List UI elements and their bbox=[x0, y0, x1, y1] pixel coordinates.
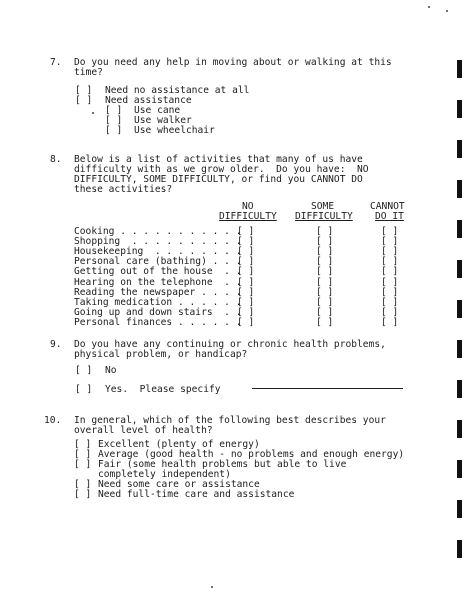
q10-text-line2: overall level of health? bbox=[74, 425, 213, 436]
margin-mark bbox=[457, 500, 462, 518]
cannot-do-checkbox[interactable]: [ ] bbox=[381, 266, 399, 278]
q10-opt2-label: Average (good health - no problems and enough energy) bbox=[98, 449, 405, 460]
q8-col3-header-bottom: DO IT bbox=[375, 211, 404, 222]
cannot-do-checkbox[interactable]: [ ] bbox=[381, 276, 399, 288]
no-difficulty-checkbox[interactable]: [ ] bbox=[237, 316, 255, 328]
some-difficulty-checkbox[interactable]: [ ] bbox=[316, 306, 334, 318]
q10-opt1-label: Excellent (plenty of energy) bbox=[98, 439, 260, 450]
no-difficulty-checkbox[interactable]: [ ] bbox=[237, 296, 255, 308]
margin-mark bbox=[457, 540, 462, 558]
q9-text-line1: Do you have any continuing or chronic health problems, bbox=[74, 339, 386, 350]
margin-mark bbox=[457, 100, 462, 118]
q9-number: 9. bbox=[50, 339, 62, 350]
q7-sub3-label: Use wheelchair bbox=[134, 125, 215, 136]
q8-col3-header-top: CANNOT bbox=[370, 201, 405, 212]
q10-opt4-checkbox[interactable]: [ ] bbox=[74, 479, 92, 490]
q7-opt2-checkbox[interactable]: [ ] bbox=[75, 95, 93, 106]
some-difficulty-checkbox[interactable]: [ ] bbox=[316, 296, 334, 308]
some-difficulty-checkbox[interactable]: [ ] bbox=[316, 286, 334, 298]
q10-opt2-checkbox[interactable]: [ ] bbox=[74, 449, 92, 460]
activity-label: Housekeeping . . . . . . . . bbox=[74, 246, 242, 258]
q10-opt3-checkbox[interactable]: [ ] bbox=[74, 459, 92, 470]
activity-label: Taking medication . . . . . . bbox=[74, 296, 242, 308]
no-difficulty-checkbox[interactable]: [ ] bbox=[237, 226, 255, 237]
margin-mark bbox=[457, 140, 462, 158]
scan-speck bbox=[428, 6, 430, 8]
q8-text-line4: these activities? bbox=[74, 184, 173, 195]
q7-sub2-label: Use walker bbox=[134, 115, 192, 126]
q10-text-line1: In general, which of the following best describes your bbox=[74, 415, 386, 426]
margin-mark bbox=[457, 420, 462, 438]
q9-yes-label: Yes. Please specify bbox=[105, 384, 221, 395]
q9-no-checkbox[interactable]: [ ] bbox=[75, 365, 93, 376]
q10-opt5-checkbox[interactable]: [ ] bbox=[74, 489, 92, 500]
cannot-do-checkbox[interactable]: [ ] bbox=[381, 286, 399, 298]
no-difficulty-checkbox[interactable]: [ ] bbox=[237, 306, 255, 318]
no-difficulty-checkbox[interactable]: [ ] bbox=[237, 236, 255, 248]
margin-mark bbox=[457, 180, 462, 198]
margin-mark bbox=[457, 220, 462, 238]
q8-text-line2: difficulty with as we grow older. Do you have: NO bbox=[74, 164, 369, 175]
q9-yes-checkbox[interactable]: [ ] bbox=[75, 384, 93, 395]
margin-mark bbox=[457, 60, 462, 78]
cannot-do-checkbox[interactable]: [ ] bbox=[381, 236, 399, 248]
q8-text-line3: DIFFICULTY, SOME DIFFICULTY, or find you CANNOT DO bbox=[74, 174, 363, 185]
q10-opt1-checkbox[interactable]: [ ] bbox=[74, 439, 92, 450]
no-difficulty-checkbox[interactable]: [ ] bbox=[237, 256, 255, 268]
scan-speck bbox=[92, 112, 94, 114]
some-difficulty-checkbox[interactable]: [ ] bbox=[316, 226, 334, 237]
q8-text-line1: Below is a list of activities that many of us have bbox=[74, 154, 363, 165]
q8-number: 8. bbox=[50, 154, 62, 165]
scan-speck bbox=[211, 586, 213, 588]
q7-sub3-checkbox[interactable]: [ ] bbox=[105, 125, 123, 136]
some-difficulty-checkbox[interactable]: [ ] bbox=[316, 236, 334, 248]
some-difficulty-checkbox[interactable]: [ ] bbox=[316, 256, 334, 268]
no-difficulty-checkbox[interactable]: [ ] bbox=[237, 246, 255, 258]
cannot-do-checkbox[interactable]: [ ] bbox=[381, 256, 399, 268]
q8-col2-header-bottom: DIFFICULTY bbox=[295, 211, 353, 222]
q7-sub2-checkbox[interactable]: [ ] bbox=[105, 115, 123, 126]
activity-label: Personal finances . . . . . . bbox=[74, 316, 242, 328]
cannot-do-checkbox[interactable]: [ ] bbox=[381, 316, 399, 328]
q10-opt4-label: Need some care or assistance bbox=[98, 479, 260, 490]
q9-specify-line[interactable] bbox=[252, 388, 403, 389]
q8-col1-header-top: NO bbox=[242, 201, 254, 212]
q7-opt1-checkbox[interactable]: [ ] bbox=[75, 85, 93, 96]
q10-opt3-label: Fair (some health problems but able to live bbox=[98, 459, 347, 470]
q8-col2-header-top: SOME bbox=[311, 201, 335, 212]
cannot-do-checkbox[interactable]: [ ] bbox=[381, 296, 399, 308]
q7-text-line2: time? bbox=[74, 67, 103, 78]
no-difficulty-checkbox[interactable]: [ ] bbox=[237, 276, 255, 288]
some-difficulty-checkbox[interactable]: [ ] bbox=[316, 246, 334, 258]
no-difficulty-checkbox[interactable]: [ ] bbox=[237, 266, 255, 278]
cannot-do-checkbox[interactable]: [ ] bbox=[381, 226, 399, 237]
q7-opt2-label: Need assistance bbox=[105, 95, 192, 106]
q10-opt3-label-cont: completely independent) bbox=[98, 469, 231, 480]
q7-sub1-label: Use cane bbox=[134, 105, 181, 116]
activity-label: Getting out of the house . . bbox=[74, 266, 242, 278]
q9-text-line2: physical problem, or handicap? bbox=[74, 349, 248, 360]
q8-col1-header-bottom: DIFFICULTY bbox=[219, 211, 277, 222]
q7-opt1-label: Need no assistance at all bbox=[105, 85, 250, 96]
activity-label: Shopping . . . . . . . . . . bbox=[74, 236, 242, 248]
activity-label: Reading the newspaper . . . . bbox=[74, 286, 242, 298]
some-difficulty-checkbox[interactable]: [ ] bbox=[316, 316, 334, 328]
q9-no-label: No bbox=[105, 365, 117, 376]
q7-number: 7. bbox=[50, 57, 62, 68]
q10-opt5-label: Need full-time care and assistance bbox=[98, 489, 295, 500]
q10-number: 10. bbox=[44, 415, 62, 426]
some-difficulty-checkbox[interactable]: [ ] bbox=[316, 276, 334, 288]
q7-text-line1: Do you need any help in moving about or walking at this bbox=[74, 57, 392, 68]
q7-sub1-checkbox[interactable]: [ ] bbox=[105, 105, 123, 116]
no-difficulty-checkbox[interactable]: [ ] bbox=[237, 286, 255, 298]
some-difficulty-checkbox[interactable]: [ ] bbox=[316, 266, 334, 278]
activity-label: Hearing on the telephone . . bbox=[74, 276, 242, 288]
margin-mark bbox=[457, 300, 462, 318]
activity-label: Going up and down stairs . . bbox=[74, 306, 242, 318]
activity-label: Personal care (bathing) . . . bbox=[74, 256, 242, 268]
cannot-do-checkbox[interactable]: [ ] bbox=[381, 306, 399, 318]
margin-mark bbox=[457, 260, 462, 278]
margin-mark bbox=[457, 460, 462, 478]
cannot-do-checkbox[interactable]: [ ] bbox=[381, 246, 399, 258]
margin-mark bbox=[457, 340, 462, 358]
margin-mark bbox=[457, 380, 462, 398]
activity-label: Cooking . . . . . . . . . . . bbox=[74, 226, 242, 237]
scan-speck bbox=[446, 10, 448, 12]
